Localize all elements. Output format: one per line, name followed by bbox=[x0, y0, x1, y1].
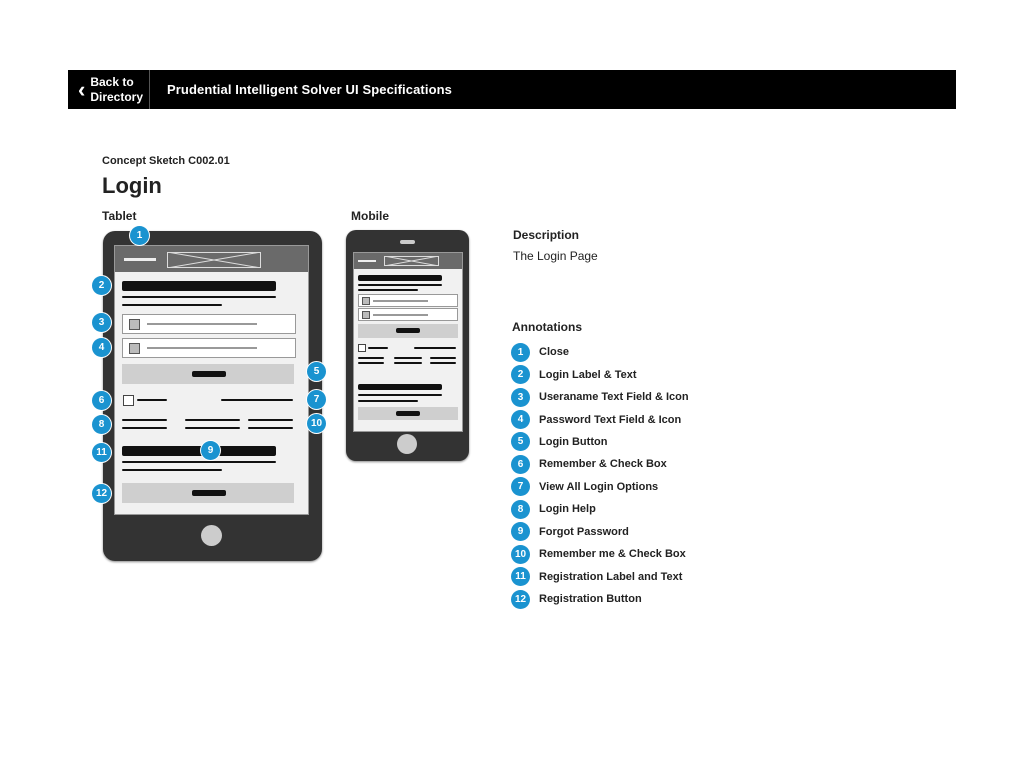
back-to-directory-label: Back to Directory bbox=[90, 74, 144, 104]
annotation-item bbox=[511, 498, 771, 520]
login-help-line bbox=[122, 427, 167, 429]
remember-me-line bbox=[248, 427, 293, 429]
annotation-label: Login Help bbox=[539, 503, 596, 516]
chevron-left-icon: ‹ bbox=[78, 76, 86, 102]
registration-button-sketch bbox=[122, 483, 294, 503]
app-title: Prudential Intelligent Solver UI Specifications bbox=[167, 82, 452, 97]
remember-me-sketch bbox=[430, 357, 456, 359]
remember-text-line bbox=[137, 399, 167, 401]
annotation-number: 7 bbox=[511, 477, 530, 496]
concept-sketch-id: Concept Sketch C002.01 bbox=[102, 155, 230, 167]
user-icon-placeholder bbox=[129, 319, 140, 330]
remember-me-line bbox=[430, 362, 456, 364]
annotation-number: 10 bbox=[511, 545, 530, 564]
login-text-sketch bbox=[122, 296, 276, 298]
annotation-label: Password Text Field & Icon bbox=[539, 413, 682, 426]
annotations-list bbox=[511, 341, 771, 610]
registration-text-line bbox=[122, 461, 276, 463]
annotation-number: 5 bbox=[511, 432, 530, 451]
marker-12: 12 bbox=[92, 484, 111, 503]
mobile-sketch bbox=[346, 230, 469, 461]
annotation-label: Forgot Password bbox=[539, 525, 629, 538]
page-title: Login bbox=[102, 173, 162, 198]
marker-9: 9 bbox=[201, 441, 220, 460]
registration-text-line bbox=[358, 394, 442, 396]
marker-1: 1 bbox=[130, 226, 149, 245]
button-label-line bbox=[396, 328, 420, 333]
view-options-sketch bbox=[414, 347, 456, 349]
annotation-number: 11 bbox=[511, 567, 530, 586]
tablet-header-bar bbox=[115, 246, 308, 272]
view-options-sketch bbox=[221, 399, 293, 401]
top-bar bbox=[68, 70, 956, 109]
mobile-screen bbox=[353, 252, 463, 432]
button-label-line bbox=[192, 371, 226, 377]
annotation-number: 8 bbox=[511, 500, 530, 519]
annotation-label: Useraname Text Field & Icon bbox=[539, 391, 689, 404]
tablet-home-button bbox=[201, 525, 222, 546]
forgot-password-line bbox=[185, 427, 240, 429]
field-line bbox=[147, 347, 257, 349]
close-link-sketch bbox=[124, 258, 156, 261]
button-label-line bbox=[192, 490, 226, 496]
annotation-item bbox=[511, 588, 771, 610]
annotation-number: 6 bbox=[511, 455, 530, 474]
annotation-label: Registration Button bbox=[539, 593, 642, 606]
marker-5: 5 bbox=[307, 362, 326, 381]
annotation-item bbox=[511, 431, 771, 453]
registration-button-sketch bbox=[358, 407, 458, 420]
marker-6: 6 bbox=[92, 391, 111, 410]
annotation-number: 1 bbox=[511, 343, 530, 362]
login-help-line bbox=[358, 362, 384, 364]
remember-me-sketch bbox=[248, 419, 293, 421]
annotation-label: Login Button bbox=[539, 435, 608, 448]
registration-text-line bbox=[122, 469, 222, 471]
annotation-label: Remember me & Check Box bbox=[539, 548, 686, 561]
description-text: The Login Page bbox=[513, 249, 598, 263]
mobile-label: Mobile bbox=[351, 209, 389, 223]
lock-icon-placeholder bbox=[362, 311, 370, 319]
login-text-sketch bbox=[122, 304, 222, 306]
annotation-label: Close bbox=[539, 346, 569, 359]
remember-checkbox-sketch bbox=[358, 344, 366, 352]
registration-label-sketch bbox=[358, 384, 442, 390]
username-field-sketch bbox=[122, 314, 296, 334]
login-button-sketch bbox=[358, 324, 458, 338]
annotation-item bbox=[511, 543, 771, 565]
marker-7: 7 bbox=[307, 390, 326, 409]
annotation-item bbox=[511, 386, 771, 408]
annotation-item bbox=[511, 341, 771, 363]
phone-speaker bbox=[400, 240, 415, 244]
marker-10: 10 bbox=[307, 414, 326, 433]
username-field-sketch bbox=[358, 294, 458, 307]
annotation-item bbox=[511, 565, 771, 587]
annotation-number: 9 bbox=[511, 522, 530, 541]
annotation-item bbox=[511, 476, 771, 498]
password-field-sketch bbox=[122, 338, 296, 358]
tablet-sketch bbox=[103, 231, 322, 561]
login-text-line bbox=[358, 289, 418, 291]
field-line bbox=[373, 314, 428, 316]
forgot-password-sketch bbox=[185, 419, 240, 421]
user-icon-placeholder bbox=[362, 297, 370, 305]
marker-4: 4 bbox=[92, 338, 111, 357]
registration-text-line bbox=[358, 400, 418, 402]
login-button-sketch bbox=[122, 364, 294, 384]
annotation-item bbox=[511, 521, 771, 543]
annotation-item bbox=[511, 363, 771, 385]
description-heading: Description bbox=[513, 228, 580, 242]
annotation-item bbox=[511, 453, 771, 475]
tablet-screen bbox=[114, 245, 309, 515]
marker-11: 11 bbox=[92, 443, 111, 462]
registration-label-sketch bbox=[122, 446, 276, 456]
forgot-password-line bbox=[394, 362, 422, 364]
login-help-sketch bbox=[122, 419, 167, 421]
annotation-number: 3 bbox=[511, 388, 530, 407]
logo-placeholder bbox=[167, 252, 261, 268]
login-label-sketch bbox=[358, 275, 442, 281]
remember-checkbox-sketch bbox=[123, 395, 134, 406]
close-link-sketch bbox=[358, 260, 376, 262]
field-line bbox=[147, 323, 257, 325]
annotation-label: Registration Label and Text bbox=[539, 570, 683, 583]
annotation-number: 4 bbox=[511, 410, 530, 429]
logo-placeholder bbox=[384, 256, 439, 266]
remember-text-line bbox=[368, 347, 388, 349]
tablet-label: Tablet bbox=[102, 209, 137, 223]
annotation-number: 12 bbox=[511, 590, 530, 609]
annotation-item bbox=[511, 408, 771, 430]
annotation-label: View All Login Options bbox=[539, 480, 659, 493]
annotation-number: 2 bbox=[511, 365, 530, 384]
marker-3: 3 bbox=[92, 313, 111, 332]
login-label-sketch bbox=[122, 281, 276, 291]
marker-8: 8 bbox=[92, 415, 111, 434]
lock-icon-placeholder bbox=[129, 343, 140, 354]
field-line bbox=[373, 300, 428, 302]
button-label-line bbox=[396, 411, 420, 416]
back-to-directory-button[interactable] bbox=[68, 70, 150, 109]
marker-2: 2 bbox=[92, 276, 111, 295]
mobile-header-bar bbox=[354, 253, 462, 269]
login-text-line bbox=[358, 284, 442, 286]
annotation-label: Remember & Check Box bbox=[539, 458, 667, 471]
annotations-heading: Annotations bbox=[512, 320, 582, 334]
phone-home-button bbox=[397, 434, 417, 454]
login-help-sketch bbox=[358, 357, 384, 359]
password-field-sketch bbox=[358, 308, 458, 321]
annotation-label: Login Label & Text bbox=[539, 368, 637, 381]
forgot-password-sketch bbox=[394, 357, 422, 359]
